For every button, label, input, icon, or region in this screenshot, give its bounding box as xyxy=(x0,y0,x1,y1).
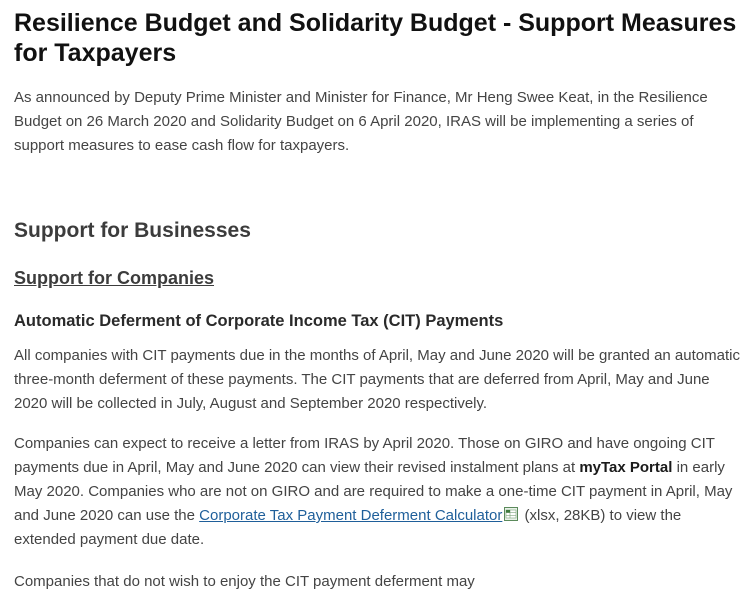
excel-file-icon xyxy=(502,507,520,524)
topic-heading-cit-deferment: Automatic Deferment of Corporate Income Tax (CIT) Payments xyxy=(14,312,504,330)
deferment-calculator-link[interactable]: Corporate Tax Payment Deferment Calculator xyxy=(199,507,503,524)
paragraph-text-part3: (xlsx, 28KB) to view the extended payment due date. xyxy=(14,507,682,548)
paragraph-partial-cutoff: Companies that do not wish to enjoy the CIT payment deferment may xyxy=(14,573,475,590)
subsection-heading-companies: Support for Companies xyxy=(14,268,215,288)
intro-paragraph: As announced by Deputy Prime Minister and Minister for Finance, Mr Heng Swee Keat, in the Resilience Budget on 26 March 2020 and Solidarity Budget on 6 April 2020, IRAS will be implementing a series of support measures to ease cash flow for taxpayers. xyxy=(14,89,708,154)
section-heading-businesses: Support for Businesses xyxy=(14,219,251,242)
page-title: Resilience Budget and Solidarity Budget - Support Measures for Taxpayers xyxy=(14,9,737,67)
paragraph-text-part2: in early May 2020. Companies who are not on GIRO and are required to make a one-time CIT payment in April, May and June 2020 can use the xyxy=(14,459,733,524)
page-content xyxy=(14,8,742,552)
paragraph-letter-details xyxy=(14,432,742,552)
paragraph-deferment-details: All companies with CIT payments due in the months of April, May and June 2020 will be granted an automatic three-month deferment of these payments. The CIT payments that are deferred from April, May and June 2020 will be collected in July, August and September 2020 respectively. xyxy=(14,347,740,412)
mytax-portal-label: myTax Portal xyxy=(579,459,673,476)
paragraph-text-part1: Companies can expect to receive a letter from IRAS by April 2020. Those on GIRO and have ongoing CIT payments due in April, May and June 2020 can view their revised instalment plans at xyxy=(14,435,715,476)
